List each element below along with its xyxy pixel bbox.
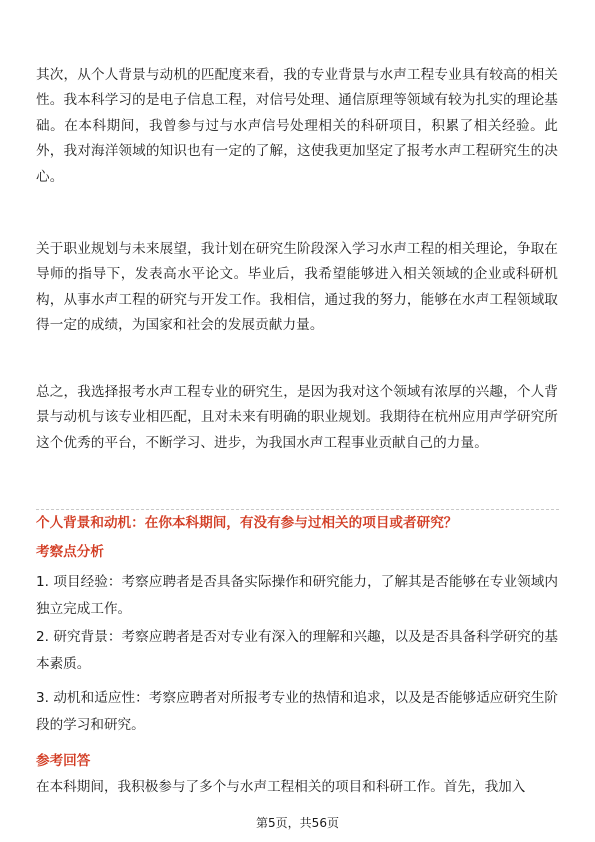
analysis-item-research-background: 2. 研究背景：考察应聘者是否对专业有深入的理解和兴趣，以及是否具备科学研究的基本素质。 [36, 629, 558, 672]
answer-heading: 参考回答 [36, 753, 91, 769]
analysis-heading: 考察点分析 [36, 544, 104, 560]
section-divider [36, 509, 559, 510]
paragraph-conclusion: 总之，我选择报考水声工程专业的研究生，是因为我对这个领域有浓厚的兴趣，个人背景与动机与该专业相匹配，且对未来有明确的职业规划。我期待在杭州应用声学研究所这个优秀的平台，不断学习、进步，为我国水声工程事业贡献自己的力量。 [36, 384, 558, 451]
page-number: 第5页，共56页 [256, 816, 339, 830]
paragraph-career-plan: 关于职业规划与未来展望，我计划在研究生阶段深入学习水声工程的相关理论，争取在导师的指导下，发表高水平论文。毕业后，我希望能够进入相关领域的企业或科研机构，从事水声工程的研究与开发工作。我相信，通过我的努力，能够在水声工程领域取得一定的成绩，为国家和社会的发展贡献力量。 [36, 241, 558, 334]
paragraph-background-match: 其次，从个人背景与动机的匹配度来看，我的专业背景与水声工程专业具有较高的相关性。我本科学习的是电子信息工程，对信号处理、通信原理等领域有较为扎实的理论基础。在本科期间，我曾参与过与水声信号处理相关的科研项目，积累了相关经验。此外，我对海洋领域的知识也有一定的了解，这使我更加坚定了报考水声工程研究生的决心。 [36, 67, 558, 185]
analysis-item-motivation: 3. 动机和适应性：考察应聘者对所报考专业的热情和追求，以及是否能够适应研究生阶段的学习和研究。 [36, 690, 558, 733]
interview-question: 个人背景和动机：在你本科期间，有没有参与过相关的项目或者研究？ [36, 515, 458, 531]
answer-text: 在本科期间，我积极参与了多个与水声工程相关的项目和科研工作。首先，我加入 [36, 779, 526, 795]
analysis-item-project-experience: 1. 项目经验：考察应聘者是否具备实际操作和研究能力，了解其是否能够在专业领域内独立完成工作。 [36, 574, 558, 617]
